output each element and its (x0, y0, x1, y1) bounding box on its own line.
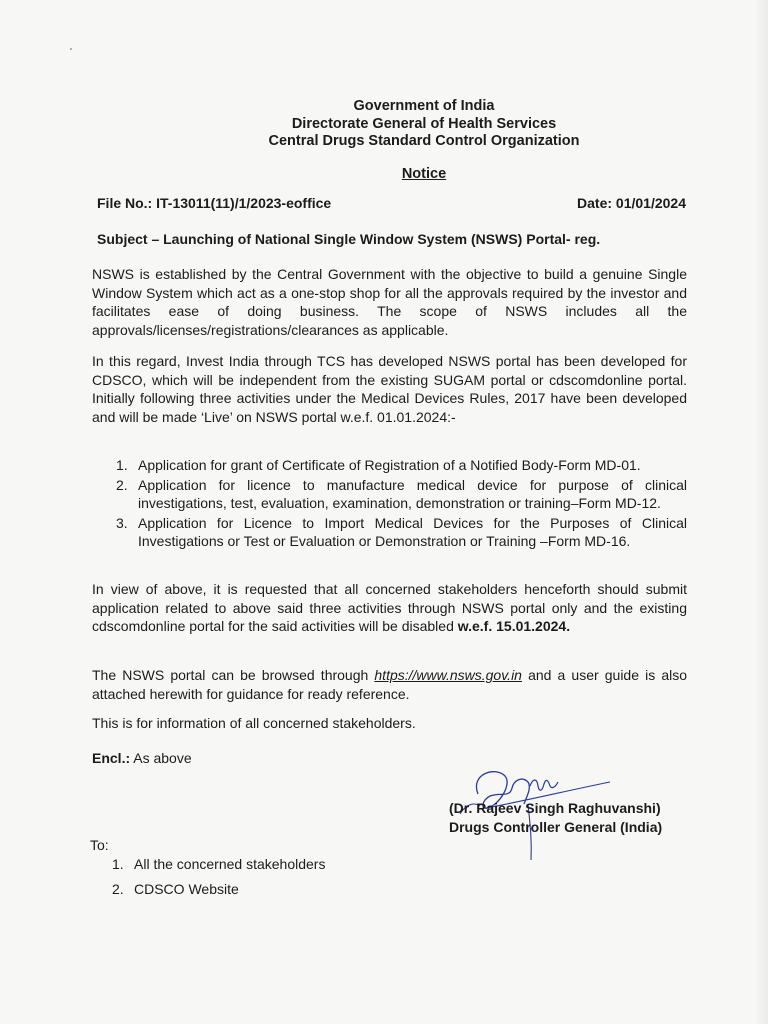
list-item (112, 877, 325, 902)
list-item (110, 456, 687, 475)
paragraph-portal (92, 666, 687, 703)
enclosure-value: As above (130, 750, 192, 766)
list-item-text: Application for Licence to Import Medical Devices for the Purposes of Clinical Investigations or Test or Evaluation or Demonstration or Training –Form MD-16. (138, 514, 687, 549)
activities-list (110, 456, 687, 552)
notice-title: Notice (401, 166, 447, 182)
list-item-text: CDSCO Website (134, 881, 239, 897)
letterhead (0, 98, 768, 151)
signatory-block (449, 799, 662, 836)
scan-speck (70, 48, 72, 50)
file-number: File No.: IT-13011(11)/1/2023-eoffice (97, 195, 332, 211)
paragraph-request (92, 580, 687, 636)
list-item-text: Application for licence to manufacture medical device for purpose of clinical investigations, test, evaluation, examination, demonstration or training–Form MD-12. (138, 476, 687, 511)
list-item-text: All the concerned stakeholders (134, 856, 326, 872)
paragraph-information: This is for information of all concerned stakeholders. (92, 715, 416, 731)
effective-date: w.e.f. 15.01.2024. (457, 618, 571, 634)
request-text: In view of above, it is requested that all concerned stakeholders henceforth should submit application related to above said three activities through NSWS portal only and the existing cdscomdonline portal for the said activities will be disabled (92, 581, 687, 634)
to-label: To: (90, 837, 109, 853)
list-item-number: 1. (112, 856, 124, 872)
letterhead-line-1: Government of India (353, 98, 495, 114)
list-item (110, 514, 687, 551)
file-date-row (97, 195, 686, 211)
list-item-number: 2. (112, 881, 124, 897)
enclosure-line (92, 750, 192, 766)
letterhead-line-2: Directorate General of Health Services (291, 115, 557, 132)
list-item-text: Application for grant of Certificate of Registration of a Notified Body-Form MD-01. (138, 457, 641, 473)
paragraph-invest-india: In this regard, Invest India through TCS has developed NSWS portal has been developed for CDSCO, which will be independent from the existing SUGAM portal or cdscomdonline portal. Initially following three activities under the Medical Devices Rules, 2017 have been developed and will be made ‘Live’ on NSWS portal w.e.f. 01.01.2024:- (92, 353, 687, 425)
list-item-number: 2. (116, 476, 128, 493)
subject-line: Subject – Launching of National Single Window System (NSWS) Portal- reg. (97, 231, 601, 247)
recipients-list (112, 852, 325, 902)
scan-edge-shadow (754, 0, 768, 1024)
paragraph-nsws-intro: NSWS is established by the Central Government with the objective to build a genuine Single Window System which act as a one-stop shop for all the approvals required by the investor and facilitates ease of doing business. The scope of NSWS includes all the approvals/licenses/registrations/clearances as applicable. (92, 266, 687, 338)
signatory-name: (Dr. Rajeev Singh Raghuvanshi) (449, 800, 661, 816)
list-item-number: 1. (116, 457, 128, 473)
enclosure-label: Encl.: (92, 750, 131, 766)
list-item (110, 476, 687, 513)
portal-text-after: and a user guide is also attached herewith for guidance for ready reference. (92, 667, 687, 702)
notice-date: Date: 01/01/2024 (577, 195, 686, 211)
signatory-designation: Drugs Controller General (India) (449, 818, 663, 835)
portal-text-before: The NSWS portal can be browsed through (92, 667, 375, 683)
letterhead-line-3: Central Drugs Standard Control Organization (268, 133, 580, 149)
nsws-link[interactable]: https://www.nsws.gov.in (374, 667, 522, 683)
list-item (112, 852, 325, 877)
list-item-number: 3. (116, 514, 128, 531)
